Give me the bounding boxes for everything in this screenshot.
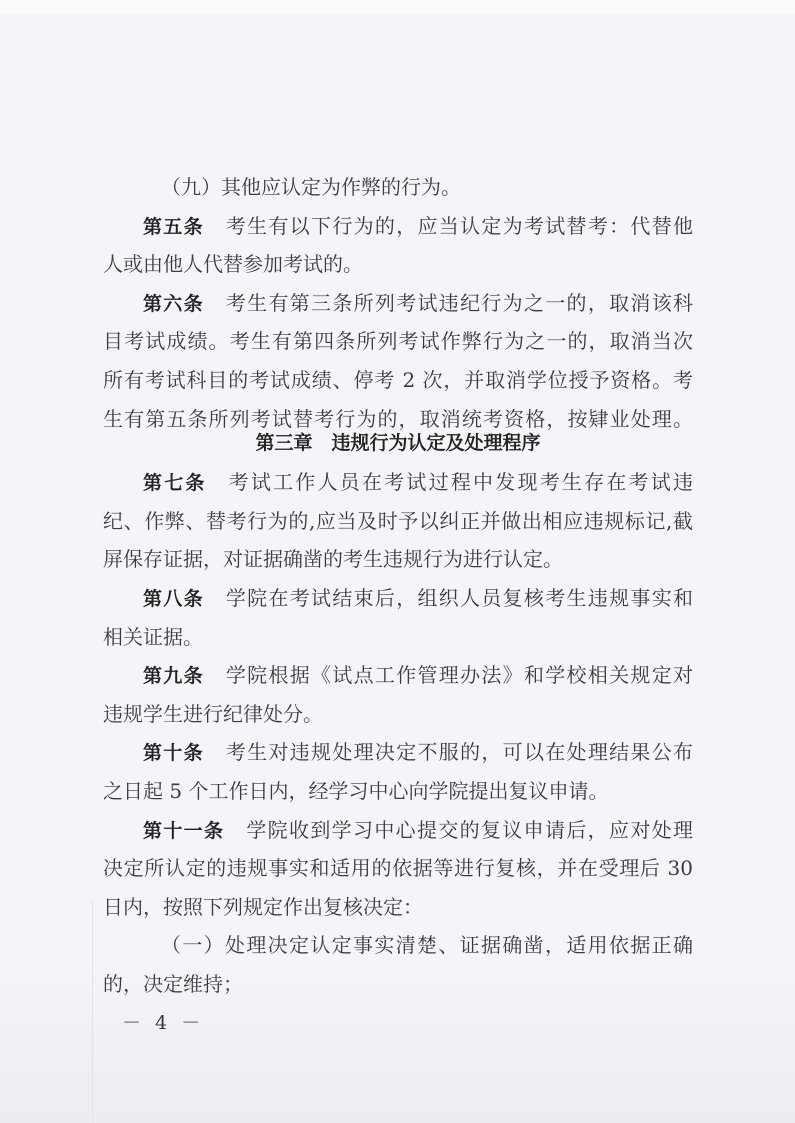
line-text: 人或由他人代替参加考试的。 — [103, 252, 363, 277]
article-11 — [103, 815, 693, 854]
line-text: 决定所认定的违规事实和适用的依据等进行复核，并在受理后 30 — [103, 856, 693, 881]
article-5-cont — [103, 249, 693, 288]
line-text: 学院在考试结束后，组织人员复核考生违规事实和 — [225, 585, 693, 610]
line-text: 考生对违规处理决定不服的，可以在处理结果公布 — [225, 740, 693, 765]
line-text: 学院收到学习中心提交的复议申请后，应对处理 — [246, 817, 693, 842]
scan-top-edge — [0, 0, 795, 14]
line-text: 之日起 5 个工作日内，经学习中心向学院提出复议申请。 — [103, 778, 609, 803]
clause-item-1 — [103, 930, 693, 969]
line-text: 考试工作人员在考试过程中发现考生存在考试违 — [228, 470, 693, 495]
line-text: 违规学生进行纪律处分。 — [103, 701, 323, 726]
line-text: 屏保存证据，对证据确凿的考生违规行为进行认定。 — [103, 547, 563, 572]
article-5 — [103, 211, 693, 250]
page-number: － 4 － — [122, 1012, 205, 1034]
line-text: 纪、作弊、替考行为的,应当及时予以纠正并做出相应违规标记,截 — [103, 508, 693, 533]
line-text: 学院根据《试点工作管理办法》和学校相关规定对 — [225, 663, 693, 688]
article-10-cont — [103, 776, 693, 815]
article-7 — [103, 467, 693, 506]
line-text: （九）其他应认定为作弊的行为。 — [161, 175, 461, 199]
article-label: 第八条 — [143, 587, 204, 610]
article-10 — [103, 737, 693, 776]
article-7-cont — [103, 506, 693, 545]
clause-item-9 — [103, 172, 693, 211]
article-9 — [103, 660, 693, 699]
article-label: 第五条 — [143, 215, 204, 238]
article-label: 第七条 — [143, 472, 207, 495]
article-6-cont — [103, 365, 693, 404]
article-label: 第十一条 — [143, 819, 225, 842]
line-text: 所有考试科目的考试成绩、停考 2 次，并取消学位授予资格。考 — [103, 367, 693, 392]
article-label: 第九条 — [143, 665, 204, 688]
line-text: 的，决定维持； — [103, 971, 243, 996]
article-9-cont — [103, 699, 693, 738]
article-8-cont — [103, 622, 693, 661]
scan-fold-line — [92, 900, 93, 1123]
article-6-cont — [103, 326, 693, 365]
article-7-cont — [103, 544, 693, 583]
clause-item-1-cont — [103, 969, 693, 1008]
line-text: 考生有第三条所列考试违纪行为之一的，取消该科 — [225, 290, 693, 315]
article-11-cont — [103, 853, 693, 892]
line-text: 考生有以下行为的，应当认定为考试替考：代替他 — [225, 213, 693, 238]
article-label: 第六条 — [143, 292, 204, 315]
chapter-heading: 第三章 违规行为认定及处理程序 — [255, 432, 541, 455]
document-body — [103, 172, 693, 1007]
line-text: （一）处理决定认定事实清楚、证据确凿，适用依据正确 — [161, 933, 693, 958]
article-6 — [103, 288, 693, 327]
line-text: 相关证据。 — [103, 624, 203, 649]
article-8 — [103, 583, 693, 622]
line-text: 目考试成绩。考生有第四条所列考试作弊行为之一的，取消当次 — [103, 329, 693, 354]
line-text: 日内，按照下列规定作出复核决定： — [103, 894, 423, 919]
line-text: 生有第五条所列考试替考行为的，取消统考资格，按肄业处理。 — [103, 406, 693, 431]
article-11-cont — [103, 892, 693, 931]
article-label: 第十条 — [143, 742, 204, 765]
